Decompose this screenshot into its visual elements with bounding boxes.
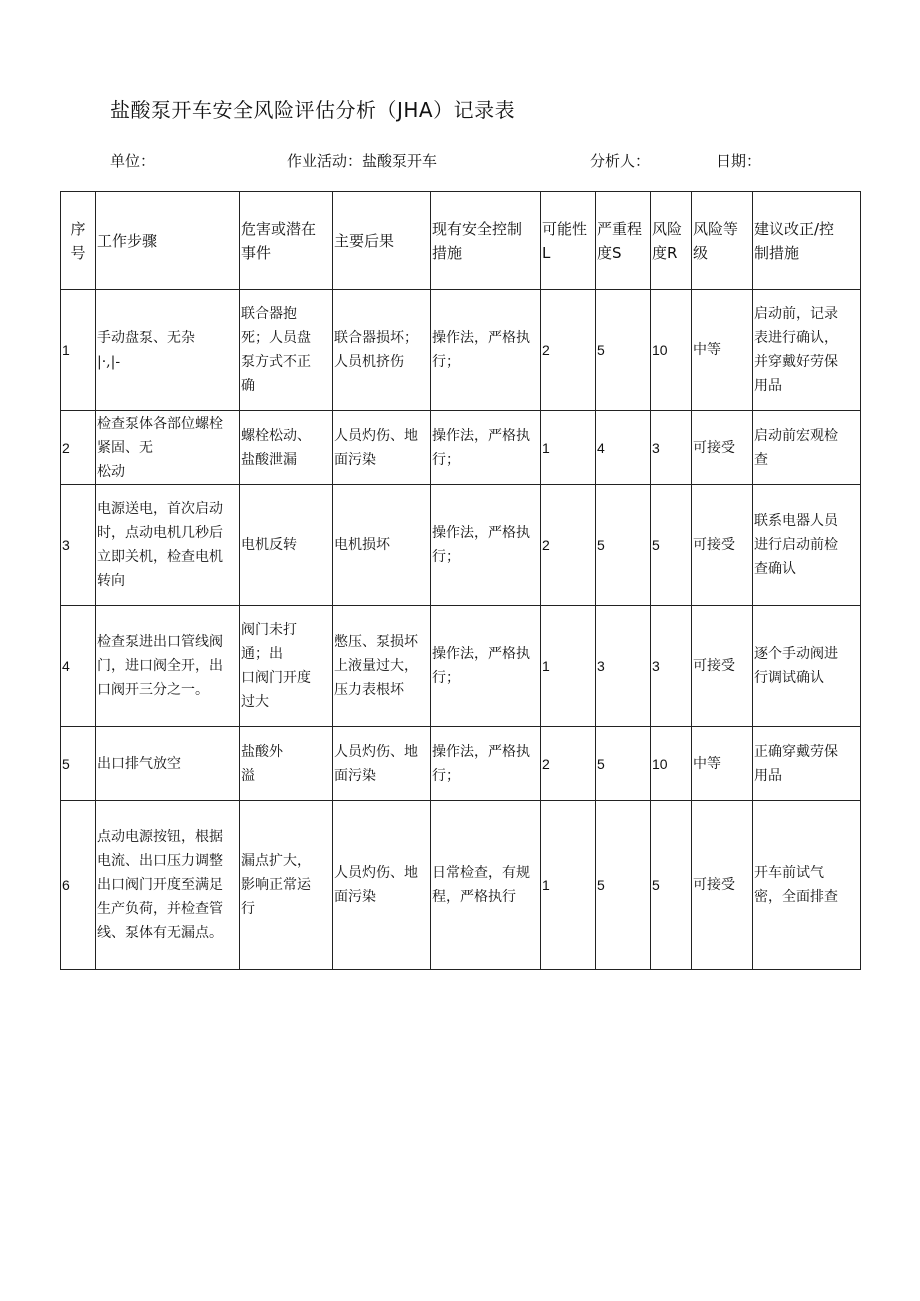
cell-level: 可接受: [692, 411, 753, 485]
cell-step: 电源送电，首次启动 时，点动电机几秒后 立即关机，检查电机 转向: [96, 485, 240, 606]
header-suggestion: 建议改正/控 制措施: [753, 192, 861, 290]
cell-consequence: 人员灼伤、地 面污染: [333, 411, 431, 485]
cell-control: 日常检查，有规 程，严格执行: [431, 801, 541, 970]
cell-level: 中等: [692, 727, 753, 801]
cell-risk: 5: [651, 801, 692, 970]
cell-suggestion: 开车前试气 密，全面排查: [753, 801, 861, 970]
cell-no: 2: [61, 411, 96, 485]
cell-step: 手动盘泵、无杂 |·,|-: [96, 290, 240, 411]
cell-hazard: 联合器抱 死；人员盘 泵方式不正 确: [240, 290, 333, 411]
header-step: 工作步骤: [96, 192, 240, 290]
cell-step: 检查泵体各部位螺栓 紧固、无 松动: [96, 411, 240, 485]
jha-table: [60, 191, 861, 970]
cell-suggestion: 联系电器人员 进行启动前检 查确认: [753, 485, 861, 606]
table-row: [61, 290, 861, 411]
cell-severity: 5: [596, 290, 651, 411]
cell-level: 中等: [692, 290, 753, 411]
cell-no: 4: [61, 606, 96, 727]
cell-likelihood: 2: [541, 290, 596, 411]
cell-severity: 5: [596, 727, 651, 801]
cell-suggestion: 启动前，记录 表进行确认， 并穿戴好劳保 用品: [753, 290, 861, 411]
cell-hazard: 盐酸外 溢: [240, 727, 333, 801]
cell-suggestion: 逐个手动阀进 行调试确认: [753, 606, 861, 727]
cell-risk: 3: [651, 606, 692, 727]
cell-hazard: 电机反转: [240, 485, 333, 606]
header-seq: 序 号: [61, 192, 96, 290]
header-row: [61, 192, 861, 290]
cell-step: 出口排气放空: [96, 727, 240, 801]
cell-step: 检查泵进出口管线阀 门，进口阀全开，出 口阀开三分之一。: [96, 606, 240, 727]
cell-control: 操作法，严格执 行；: [431, 727, 541, 801]
table-row: [61, 727, 861, 801]
cell-severity: 5: [596, 485, 651, 606]
header-hazard: 危害或潜在 事件: [240, 192, 333, 290]
analyst-label: 分析人：: [590, 152, 651, 170]
cell-level: 可接受: [692, 606, 753, 727]
cell-severity: 4: [596, 411, 651, 485]
header-severity: 严重程 度S: [596, 192, 651, 290]
cell-level: 可接受: [692, 485, 753, 606]
cell-control: 操作法，严格执 行；: [431, 290, 541, 411]
cell-no: 3: [61, 485, 96, 606]
date-label: 日期：: [716, 152, 762, 170]
cell-risk: 5: [651, 485, 692, 606]
cell-no: 1: [61, 290, 96, 411]
cell-likelihood: 2: [541, 485, 596, 606]
cell-hazard: 漏点扩大， 影响正常运 行: [240, 801, 333, 970]
cell-no: 6: [61, 801, 96, 970]
header-control: 现有安全控制 措施: [431, 192, 541, 290]
cell-severity: 3: [596, 606, 651, 727]
cell-control: 操作法，严格执 行；: [431, 606, 541, 727]
cell-no: 5: [61, 727, 96, 801]
cell-suggestion: 正确穿戴劳保 用品: [753, 727, 861, 801]
table-row: [61, 485, 861, 606]
header-consequence: 主要后果: [333, 192, 431, 290]
document-title: 盐酸泵开车安全风险评估分析（JHA）记录表: [110, 98, 516, 122]
cell-consequence: 联合器损坏； 人员机挤伤: [333, 290, 431, 411]
table-row: [61, 606, 861, 727]
header-risk: 风险 度R: [651, 192, 692, 290]
cell-consequence: 憋压、泵损坏 上液量过大， 压力表根坏: [333, 606, 431, 727]
cell-consequence: 人员灼伤、地 面污染: [333, 727, 431, 801]
cell-likelihood: 2: [541, 727, 596, 801]
cell-consequence: 电机损坏: [333, 485, 431, 606]
cell-control: 操作法，严格执 行；: [431, 485, 541, 606]
unit-label: 单位：: [110, 152, 156, 170]
cell-risk: 10: [651, 727, 692, 801]
cell-control: 操作法，严格执 行；: [431, 411, 541, 485]
header-likelihood: 可能性 L: [541, 192, 596, 290]
cell-severity: 5: [596, 801, 651, 970]
cell-hazard: 螺栓松动、 盐酸泄漏: [240, 411, 333, 485]
header-level: 风险等 级: [692, 192, 753, 290]
activity-label: 作业活动：盐酸泵开车: [287, 152, 438, 170]
cell-likelihood: 1: [541, 606, 596, 727]
cell-suggestion: 启动前宏观检 查: [753, 411, 861, 485]
cell-level: 可接受: [692, 801, 753, 970]
table-row: [61, 411, 861, 485]
cell-likelihood: 1: [541, 801, 596, 970]
cell-step: 点动电源按钮，根据 电流、出口压力调整 出口阀门开度至满足 生产负荷，并检查管 线、泵体有无漏点。: [96, 801, 240, 970]
cell-risk: 10: [651, 290, 692, 411]
cell-hazard: 阀门未打 通；出 口阀门开度 过大: [240, 606, 333, 727]
table-row: [61, 801, 861, 970]
cell-risk: 3: [651, 411, 692, 485]
cell-likelihood: 1: [541, 411, 596, 485]
cell-consequence: 人员灼伤、地 面污染: [333, 801, 431, 970]
